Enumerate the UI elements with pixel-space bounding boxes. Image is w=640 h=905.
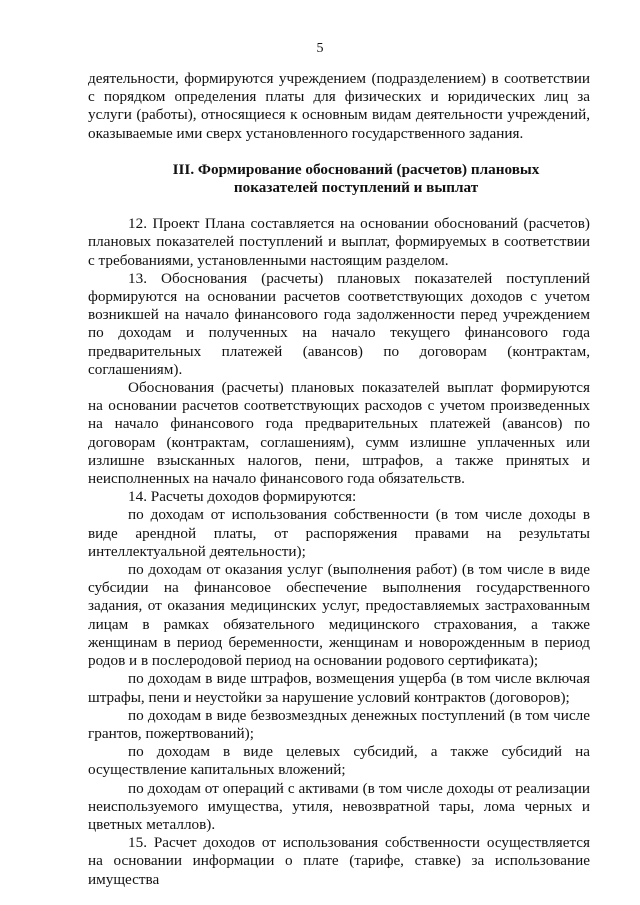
list-item-fines-income: по доходам в виде штрафов, возмещения ущерба (в том числе включая штрафы, пени и неустойки за нарушение условий контрактов (договоров);: [88, 670, 590, 706]
list-item-property-income: по доходам от использования собственности (в том числе доходы в виде арендной платы, от распоряжения правами на результаты интеллектуальной деятельности);: [88, 506, 590, 560]
page-content: [88, 70, 590, 889]
paragraph-continuation: деятельности, формируются учреждением (подразделением) в соответствии с порядком определения платы для физических и юридических лиц за услуги (работы), относящиеся к основным видам деятельности учреждений, оказываемые ими сверх установленного государственного задания.: [88, 70, 590, 142]
list-item-grants-income: по доходам в виде безвозмездных денежных поступлений (в том числе грантов, пожертвований);: [88, 706, 590, 742]
list-item-assets-income: по доходам от операций с активами (в том числе доходы от реализации неиспользуемого имущества, утиля, невозвратной тары, лома черных и цветных металлов).: [88, 779, 590, 833]
section-heading: III. Формирование обоснований (расчетов) плановых показателей поступлений и выплат: [172, 160, 540, 197]
paragraph-14: 14. Расчеты доходов формируются:: [128, 488, 357, 506]
paragraph-12: 12. Проект Плана составляется на основании обоснований (расчетов) плановых показателей поступлений и выплат, формируемых в соответствии с требованиями, установленными настоящим разделом.: [88, 215, 590, 269]
list-item-services-income: по доходам от оказания услуг (выполнения работ) (в том числе в виде субсидии на финансовое обеспечение выполнения государственного задания, от оказания медицинских услуг, предоставляемых застрахованным лицам в рамках обязательного медицинского страхования, а также женщинам в период беременности, женщинам и новорожденным в период родов и в послеродовой период на основании родового сертификата);: [88, 561, 590, 670]
paragraph-13: 13. Обоснования (расчеты) плановых показателей поступлений формируются на основании расчетов соответствующих доходов с учетом возникшей на начало финансового года задолженности перед учреждением по доходам и полученных на начало текущего финансового года предварительных платежей (авансов) по договорам (контрактам, соглашениям).: [88, 269, 590, 378]
paragraph-13-payments: Обоснования (расчеты) плановых показателей выплат формируются на основании расчетов соответствующих расходов с учетом произведенных на начало финансового года предварительных платежей (авансов) по договорам (контрактам, соглашениям), сумм излишне уплаченных или излишне взысканных налогов, пени, штрафов, а также принятых и неисполненных на начало финансового года обязательств.: [88, 379, 590, 488]
paragraph-15: 15. Расчет доходов от использования собственности осуществляется на основании информации о плате (тарифе, ставке) за использование имущества: [88, 834, 590, 888]
page-number: 5: [316, 41, 324, 56]
list-item-subsidies-income: по доходам в виде целевых субсидий, а также субсидий на осуществление капитальных вложений;: [88, 743, 590, 779]
